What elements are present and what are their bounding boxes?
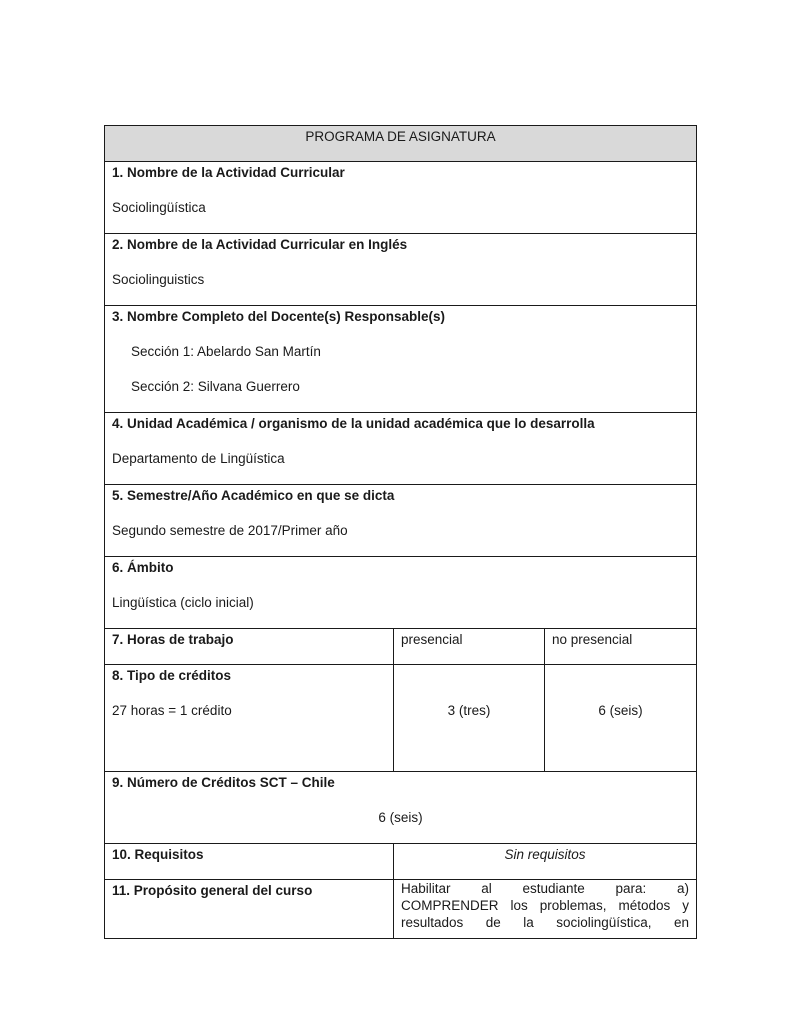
section-3-cell — [105, 306, 697, 413]
section-8-heading: 8. Tipo de créditos — [112, 668, 232, 683]
section-11-line-1: Habilitar al estudiante para: a) — [401, 881, 689, 896]
section-6-cell — [105, 557, 697, 629]
section-1-cell — [105, 162, 697, 234]
section-11-value-cell — [394, 880, 697, 939]
section-7-col2-cell — [545, 629, 697, 665]
section-6-heading: 6. Ámbito — [112, 560, 174, 575]
title-cell — [105, 126, 697, 162]
section-6-value: Lingüística (ciclo inicial) — [112, 595, 254, 610]
section-3-line-2: Sección 2: Silvana Guerrero — [131, 379, 300, 394]
section-11-row — [105, 880, 697, 939]
section-7-col1: presencial — [401, 632, 463, 647]
section-8-row — [105, 665, 697, 772]
section-10-value-cell — [394, 844, 697, 880]
section-8-col2-cell — [545, 665, 697, 772]
section-10-heading: 10. Requisitos — [112, 847, 204, 862]
section-5-cell — [105, 485, 697, 557]
section-1-row — [105, 162, 697, 234]
section-5-value: Segundo semestre de 2017/Primer año — [112, 523, 348, 538]
section-10-value: Sin requisitos — [504, 847, 586, 862]
section-4-row — [105, 413, 697, 485]
section-3-heading: 3. Nombre Completo del Docente(s) Responsable(s) — [112, 309, 446, 324]
section-8-col1-cell — [394, 665, 545, 772]
section-4-cell — [105, 413, 697, 485]
section-8-note: 27 horas = 1 crédito — [112, 703, 232, 718]
section-9-value: 6 (seis) — [378, 810, 423, 825]
section-4-value: Departamento de Lingüística — [112, 451, 285, 466]
section-3-line-1: Sección 1: Abelardo San Martín — [131, 344, 321, 359]
section-1-heading: 1. Nombre de la Actividad Curricular — [112, 165, 345, 180]
section-2-heading: 2. Nombre de la Actividad Curricular en Inglés — [112, 237, 408, 252]
section-6-row — [105, 557, 697, 629]
section-10-heading-cell — [105, 844, 394, 880]
section-4-heading: 4. Unidad Académica / organismo de la unidad académica que lo desarrolla — [112, 416, 595, 431]
title-row — [105, 126, 697, 162]
section-2-row — [105, 234, 697, 306]
section-8-col1: 3 (tres) — [447, 703, 491, 718]
section-3-row — [105, 306, 697, 413]
section-9-cell — [105, 772, 697, 844]
section-1-value: Sociolingüística — [112, 200, 206, 215]
section-7-col2: no presencial — [552, 632, 633, 647]
section-9-heading: 9. Número de Créditos SCT – Chile — [112, 775, 335, 790]
section-5-row — [105, 485, 697, 557]
section-9-row — [105, 772, 697, 844]
section-7-heading: 7. Horas de trabajo — [112, 632, 234, 647]
section-2-value: Sociolinguistics — [112, 272, 205, 287]
section-7-row — [105, 629, 697, 665]
section-7-col1-cell — [394, 629, 545, 665]
section-8-heading-cell — [105, 665, 394, 772]
section-7-heading-cell — [105, 629, 394, 665]
section-8-col2: 6 (seis) — [598, 703, 643, 718]
section-11-line-2: COMPRENDER los problemas, métodos y — [401, 898, 689, 913]
section-5-heading: 5. Semestre/Año Académico en que se dicta — [112, 488, 395, 503]
section-2-cell — [105, 234, 697, 306]
program-table — [104, 125, 697, 939]
section-11-heading-cell — [105, 880, 394, 939]
section-11-heading: 11. Propósito general del curso — [112, 883, 313, 898]
section-11-line-3: resultados de la sociolingüística, en — [401, 915, 689, 930]
page-title: PROGRAMA DE ASIGNATURA — [305, 129, 496, 144]
section-10-row — [105, 844, 697, 880]
